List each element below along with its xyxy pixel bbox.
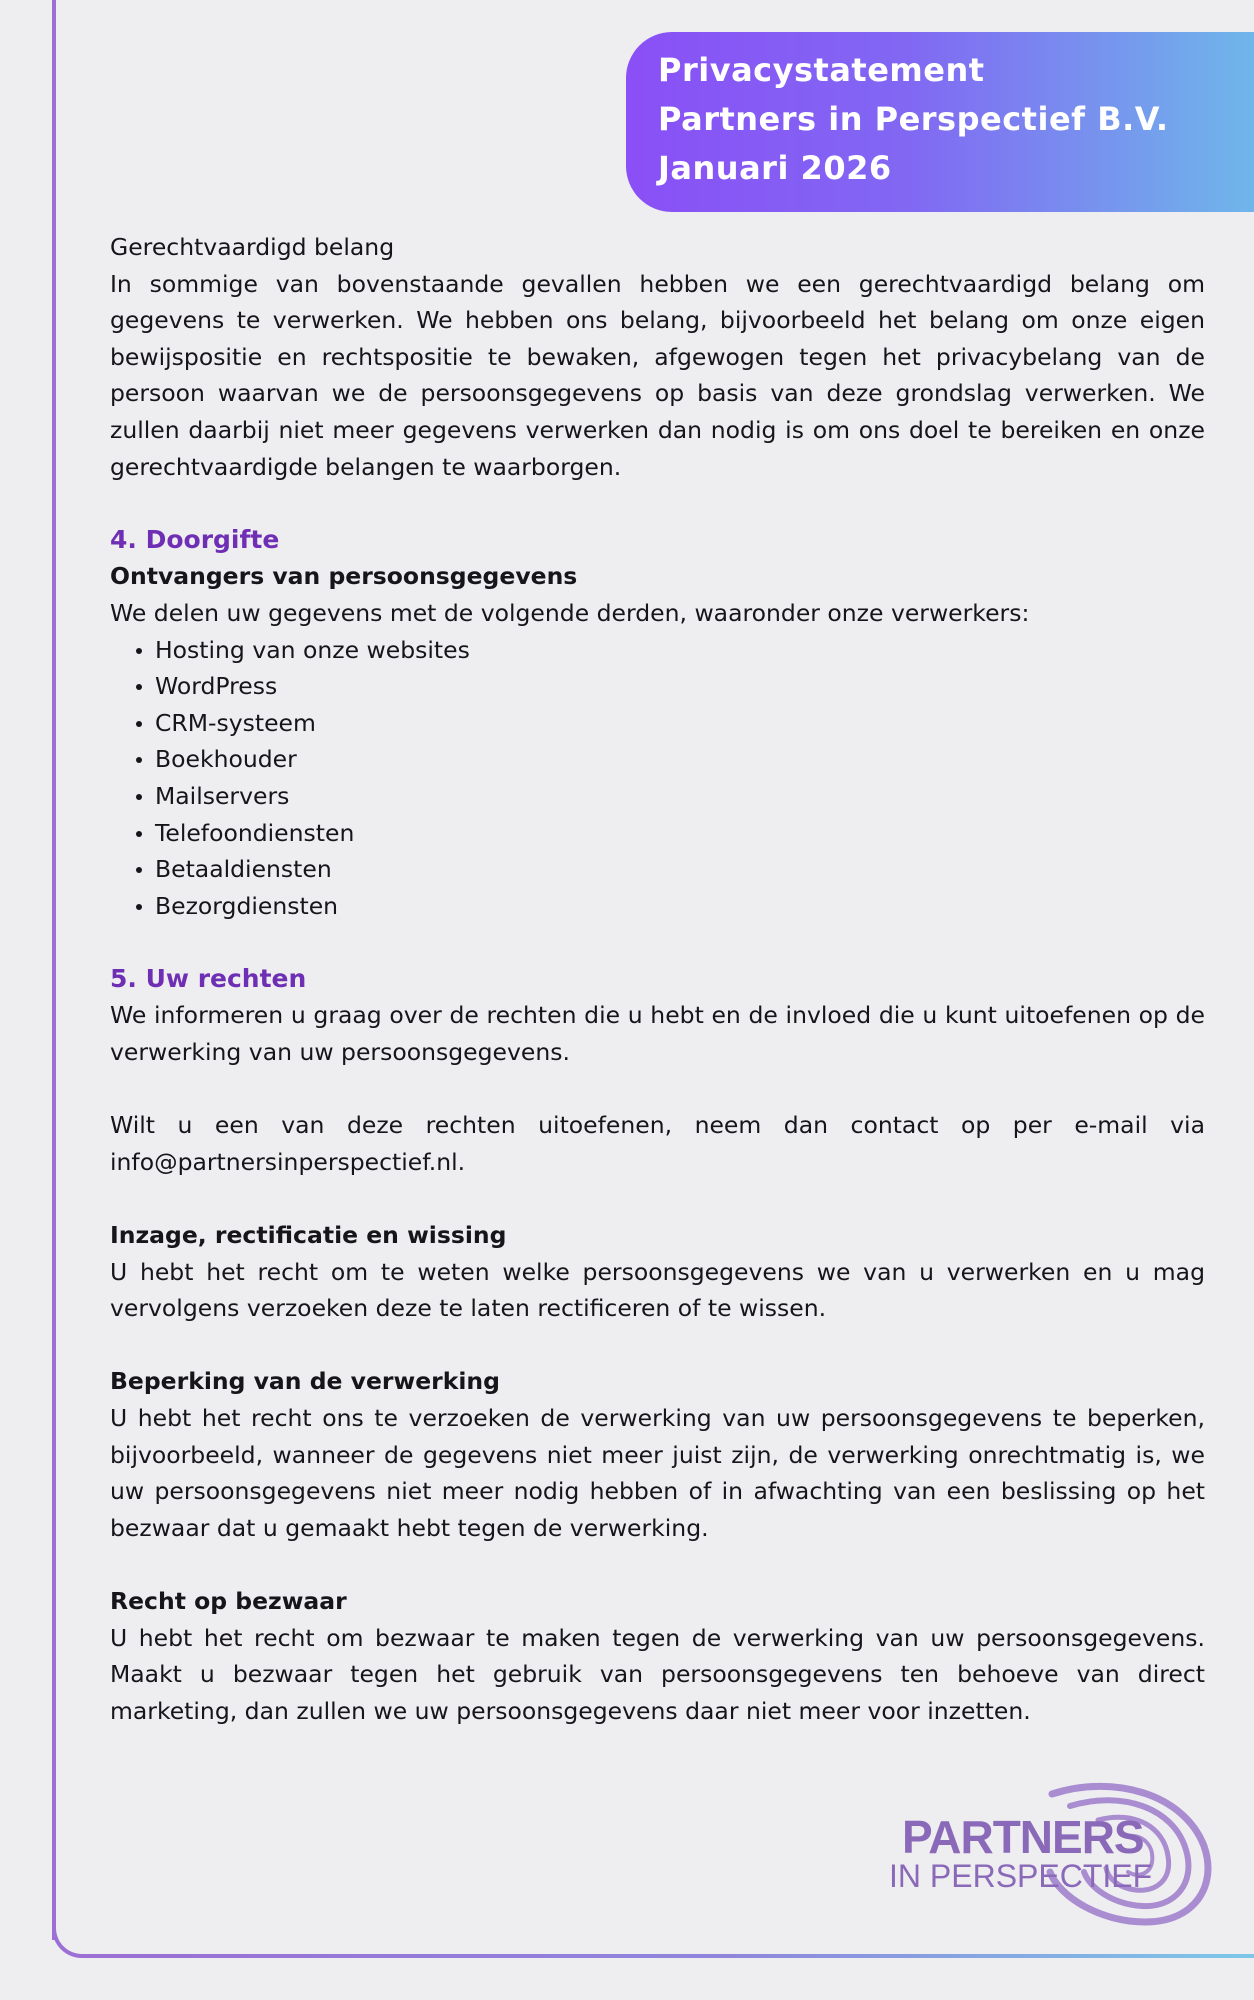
bullet-icon (136, 757, 142, 763)
bullet-icon (136, 867, 142, 873)
inzage-title: Inzage, rectificatie en wissing (110, 1221, 507, 1250)
list-item (136, 741, 1205, 778)
beperking-title: Beperking van de verwerking (110, 1367, 500, 1396)
document-date: Januari 2026 (658, 149, 892, 187)
list-item-label: Betaaldiensten (155, 855, 332, 884)
header-banner (626, 32, 1254, 212)
list-item (136, 851, 1205, 888)
list-item (136, 888, 1205, 925)
list-item (136, 815, 1205, 852)
list-item-label: Telefoondiensten (155, 818, 355, 847)
bezwaar-body: U hebt het recht om bezwaar te maken tegen de verwerking van uw persoonsgegevens. Maakt u bezwaar tegen het gebruik van persoonsgegevens ten behoeve van direct marketing, dan zullen we uw persoonsgegevens daar niet meer voor inzetten. (110, 1623, 1205, 1725)
rights-intro: We informeren u graag over de rechten die u hebt en de invloed die u kunt uitoefenen op de verwerking van uw persoonsgegevens. (110, 1001, 1205, 1067)
company-name: Partners in Perspectief B.V. (658, 100, 1169, 138)
spacer (110, 485, 1205, 522)
page-frame-left (52, 0, 56, 1940)
beperking-body: U hebt het recht ons te verzoeken de verwerking van uw persoonsgegevens te beperken, bijvoorbeeld, wanneer de gegevens niet meer juist zijn, de verwerking onrechtmatig is, we uw persoonsgegevens niet meer nodig hebben of in afwachting van een beslissing op het bezwaar dat u gemaakt hebt tegen de verwerking. (110, 1404, 1205, 1542)
bullet-icon (136, 684, 142, 690)
bullet-icon (136, 721, 142, 727)
list-item-label: Hosting van onze websites (155, 635, 470, 664)
spacer (110, 1071, 1205, 1108)
recipients-intro: We delen uw gegevens met de volgende derden, waaronder onze verwerkers: (110, 598, 1030, 627)
list-item-label: Bezorgdiensten (155, 891, 339, 920)
legit-interest-title: Gerechtvaardigd belang (110, 233, 395, 261)
list-item-label: Boekhouder (155, 745, 297, 774)
bullet-icon (136, 831, 142, 837)
spacer (110, 1327, 1205, 1364)
bullet-icon (136, 904, 142, 910)
list-item-label: CRM-systeem (155, 708, 316, 737)
list-item (136, 778, 1205, 815)
list-item (136, 705, 1205, 742)
list-item (136, 668, 1205, 705)
section-4-heading: 4. Doorgifte (110, 524, 280, 554)
company-logo (884, 1776, 1214, 1926)
recipients-subheading: Ontvangers van persoonsgegevens (110, 562, 578, 591)
recipients-list (110, 632, 1205, 925)
document-title: Privacystatement (658, 51, 985, 89)
section-5-heading: 5. Uw rechten (110, 963, 307, 993)
spacer (110, 1546, 1205, 1583)
inzage-body: U hebt het recht om te weten welke persoonsgegevens we van u verwerken en u mag vervolgens verzoeken deze te laten rectificeren of te wissen. (110, 1257, 1205, 1323)
spacer (110, 1180, 1205, 1217)
legit-interest-body: In sommige van bovenstaande gevallen hebben we een gerechtvaardigd belang om gegevens te verwerken. We hebben ons belang, bijvoorbeeld het belang om onze eigen bewijspositie en rechtspositie te bewaken, afgewogen tegen het privacybelang van de persoon waarvan we de persoonsgegevens op basis van deze grondslag verwerken. We zullen daarbij niet meer gegevens verwerken dan nodig is om ons doel te bereiken en onze gerechtvaardigde belangen te waarborgen. (110, 269, 1205, 481)
page-frame-corner (52, 1918, 92, 1958)
spacer (110, 924, 1205, 961)
logo-wordmark-bottom: IN PERSPECTIEF (889, 1858, 1153, 1894)
page-frame-bottom (90, 1954, 1254, 1958)
list-item-label: Mailservers (155, 781, 290, 810)
bezwaar-title: Recht op bezwaar (110, 1586, 347, 1615)
list-item (136, 632, 1205, 669)
logo-wordmark-top: PARTNERS (902, 1811, 1144, 1863)
rights-contact: Wilt u een van deze rechten uitoefenen, neem dan contact op per e-mail via info@partnersinperspectief.nl. (110, 1111, 1205, 1176)
bullet-icon (136, 794, 142, 800)
bullet-icon (136, 648, 142, 654)
document-body (110, 229, 1205, 1729)
list-item-label: WordPress (155, 672, 278, 701)
